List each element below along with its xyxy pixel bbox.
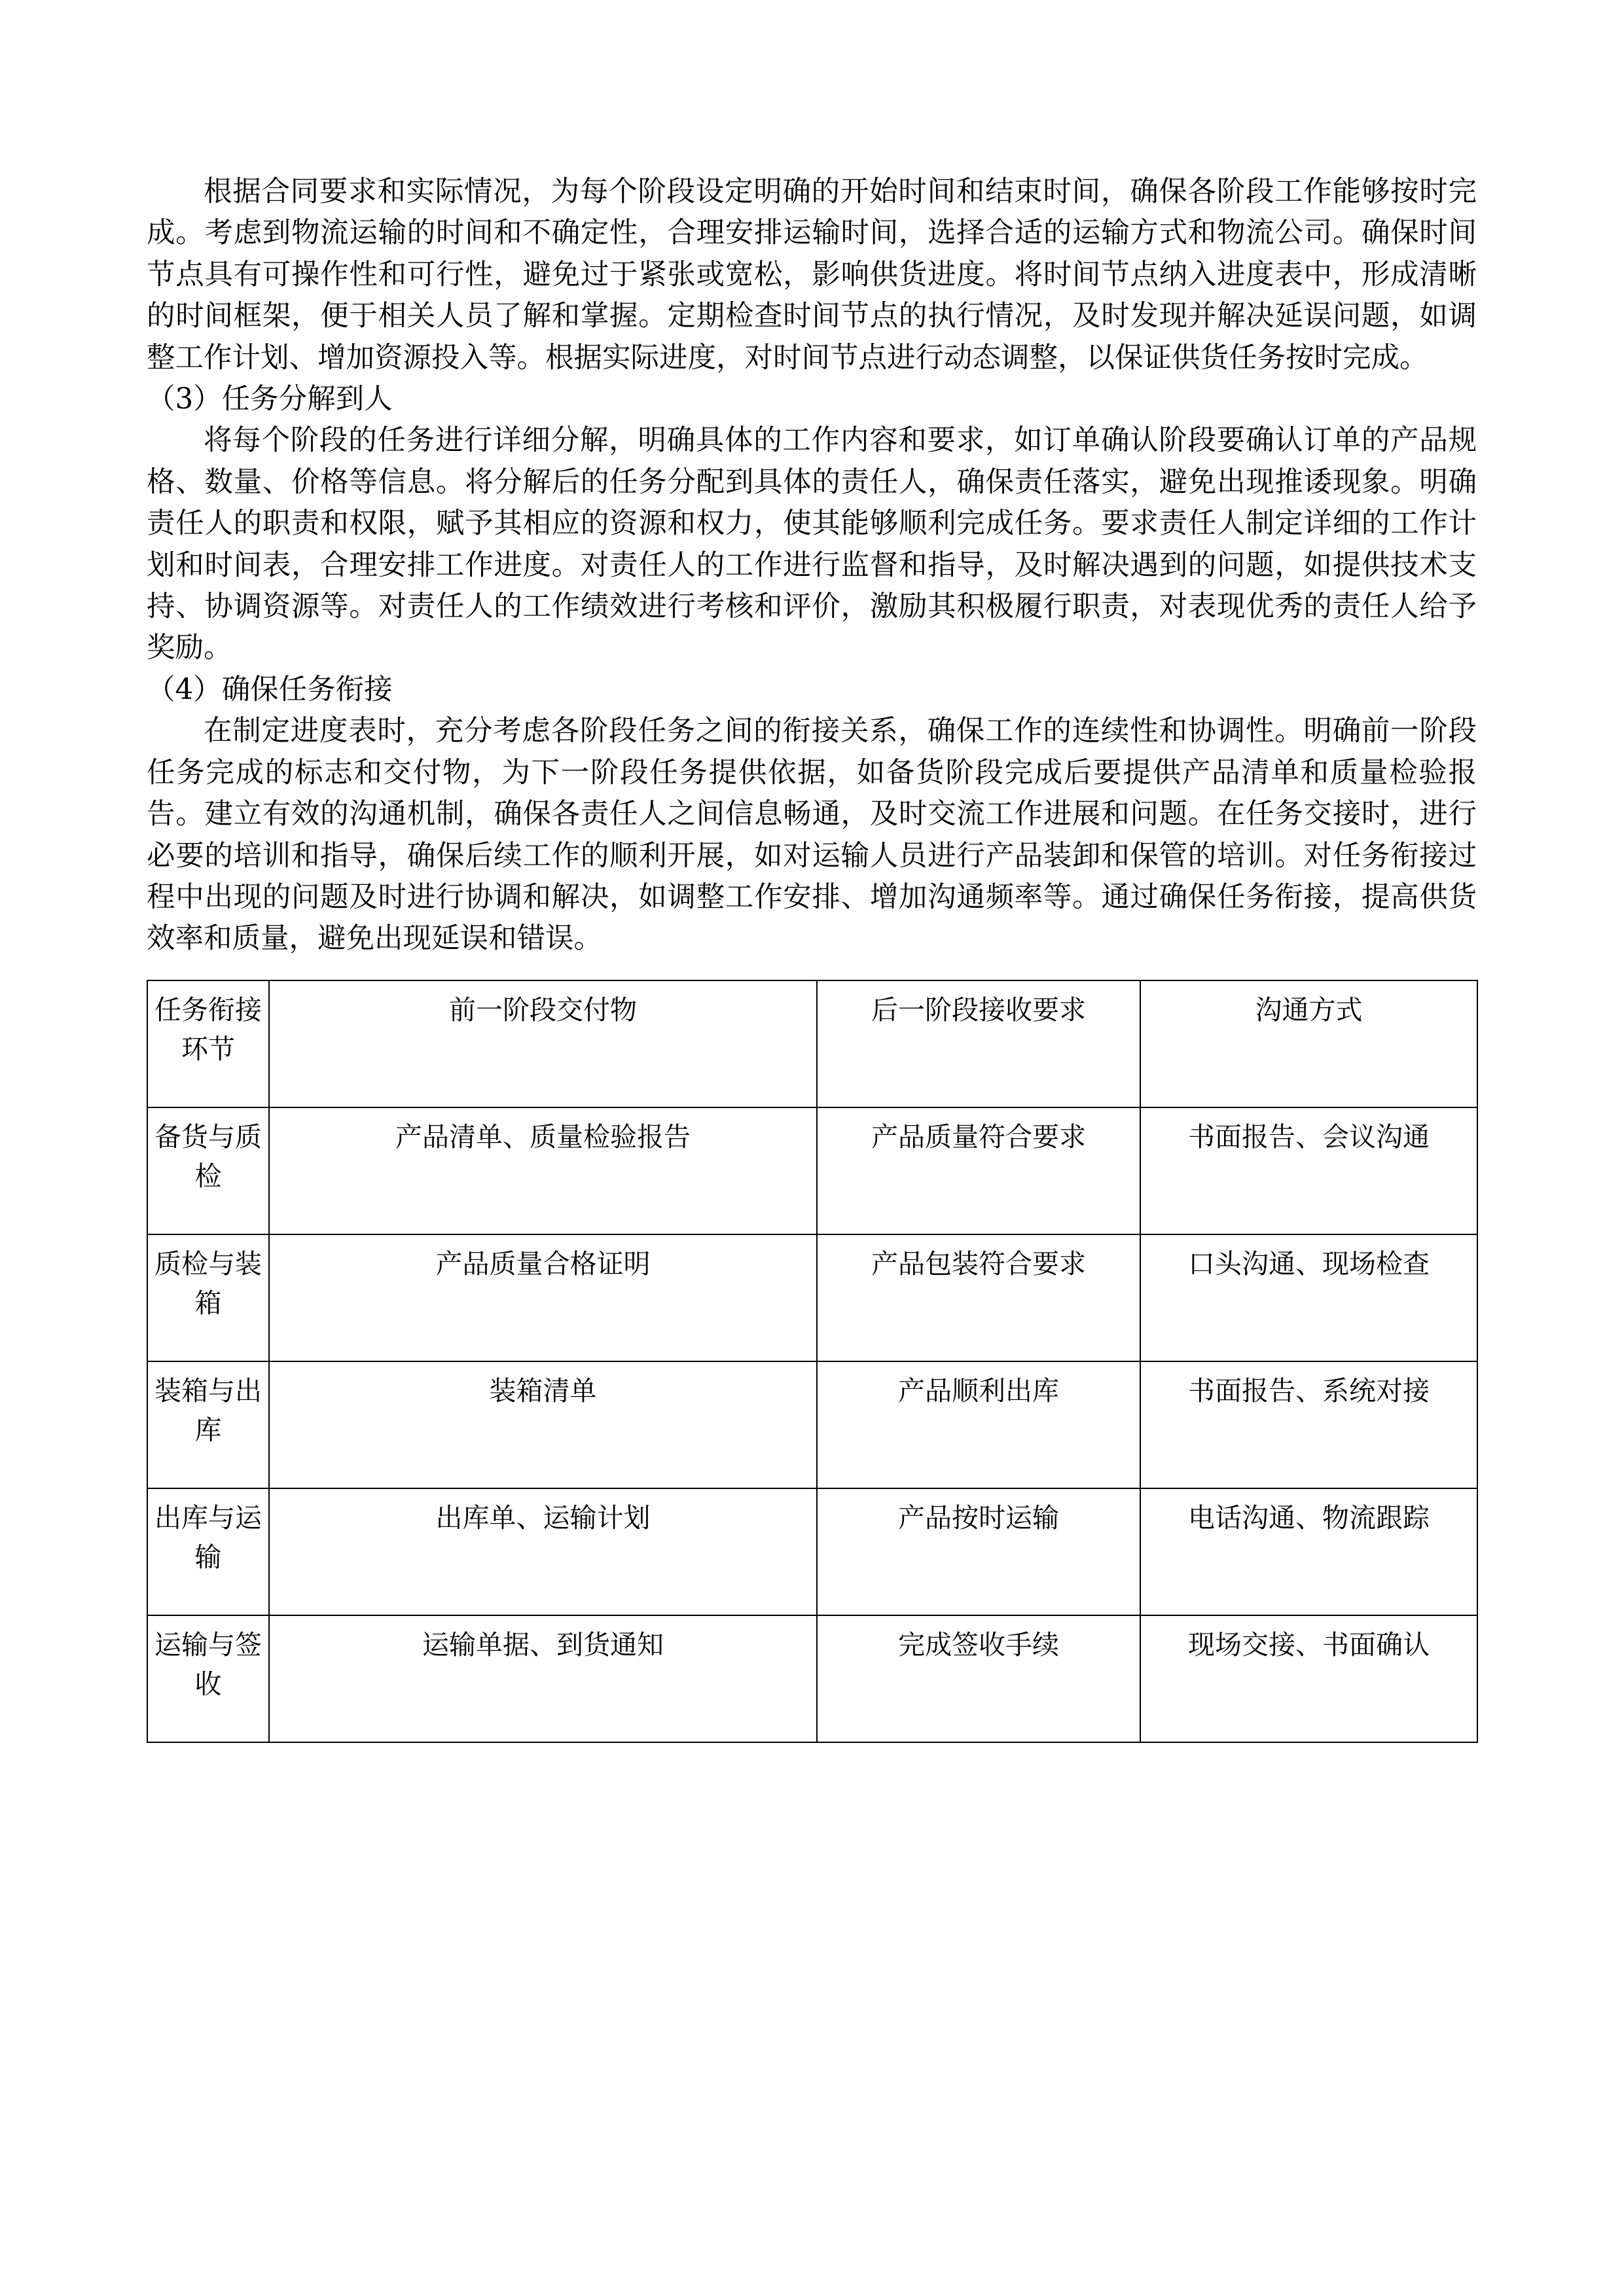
table-row [147,1107,1477,1234]
table-cell: 口头沟通、现场检查 [1140,1234,1477,1361]
table-cell: 产品清单、质量检验报告 [269,1107,817,1234]
table-header-cell: 前一阶段交付物 [269,980,817,1107]
task-linkage-table [147,980,1478,1743]
heading-task-breakdown: （3）任务分解到人 [147,383,393,416]
table-cell: 产品质量合格证明 [269,1234,817,1361]
table-row [147,1234,1477,1361]
table-cell: 产品顺利出库 [817,1361,1140,1488]
table-cell: 出库与运输 [147,1488,269,1615]
table-cell: 运输与签收 [147,1615,269,1742]
table-header-cell: 任务衔接环节 [147,980,269,1107]
document-body [147,171,1477,1743]
table-cell: 产品按时运输 [817,1488,1140,1615]
table-header-cell: 沟通方式 [1140,980,1477,1107]
table-cell: 书面报告、系统对接 [1140,1361,1477,1488]
table-cell: 装箱清单 [269,1361,817,1488]
table-cell: 装箱与出库 [147,1361,269,1488]
table-cell: 书面报告、会议沟通 [1140,1107,1477,1234]
table-cell: 备货与质检 [147,1107,269,1234]
paragraph-time-nodes: 根据合同要求和实际情况，为每个阶段设定明确的开始时间和结束时间，确保各阶段工作能够按时完成。考虑到物流运输的时间和不确定性，合理安排运输时间，选择合适的运输方式和物流公司。确保时间节点具有可操作性和可行性，避免过于紧张或宽松，影响供货进度。将时间节点纳入进度表中，形成清晰的时间框架，便于相关人员了解和掌握。定期检查时间节点的执行情况，及时发现并解决延误问题，如调整工作计划、增加资源投入等。根据实际进度，对时间节点进行动态调整，以保证供货任务按时完成。 [147,175,1477,374]
table-header-row [147,980,1477,1107]
table-row [147,1361,1477,1488]
table-cell: 完成签收手续 [817,1615,1140,1742]
table-cell: 出库单、运输计划 [269,1488,817,1615]
table-cell: 产品包装符合要求 [817,1234,1140,1361]
table-header-cell: 后一阶段接收要求 [817,980,1140,1107]
table-cell: 现场交接、书面确认 [1140,1615,1477,1742]
table-cell: 质检与装箱 [147,1234,269,1361]
table-cell: 运输单据、到货通知 [269,1615,817,1742]
paragraph-task-breakdown: 将每个阶段的任务进行详细分解，明确具体的工作内容和要求，如订单确认阶段要确认订单的产品规格、数量、价格等信息。将分解后的任务分配到具体的责任人，确保责任落实，避免出现推诿现象。明确责任人的职责和权限，赋予其相应的资源和权力，使其能够顺利完成任务。要求责任人制定详细的工作计划和时间表，合理安排工作进度。对责任人的工作进行监督和指导，及时解决遇到的问题，如提供技术支持、协调资源等。对责任人的工作绩效进行考核和评价，激励其积极履行职责，对表现优秀的责任人给予奖励。 [147,424,1477,665]
paragraph-task-linkage: 在制定进度表时，充分考虑各阶段任务之间的衔接关系，确保工作的连续性和协调性。明确前一阶段任务完成的标志和交付物，为下一阶段任务提供依据，如备货阶段完成后要提供产品清单和质量检验报告。建立有效的沟通机制，确保各责任人之间信息畅通，及时交流工作进展和问题。在任务交接时，进行必要的培训和指导，确保后续工作的顺利开展，如对运输人员进行产品装卸和保管的培训。对任务衔接过程中出现的问题及时进行协调和解决，如调整工作安排、增加沟通频率等。通过确保任务衔接，提高供货效率和质量，避免出现延误和错误。 [147,715,1477,956]
table-row [147,1488,1477,1615]
table-cell: 产品质量符合要求 [817,1107,1140,1234]
table-cell: 电话沟通、物流跟踪 [1140,1488,1477,1615]
table-row [147,1615,1477,1742]
heading-task-linkage: （4）确保任务衔接 [147,673,393,706]
